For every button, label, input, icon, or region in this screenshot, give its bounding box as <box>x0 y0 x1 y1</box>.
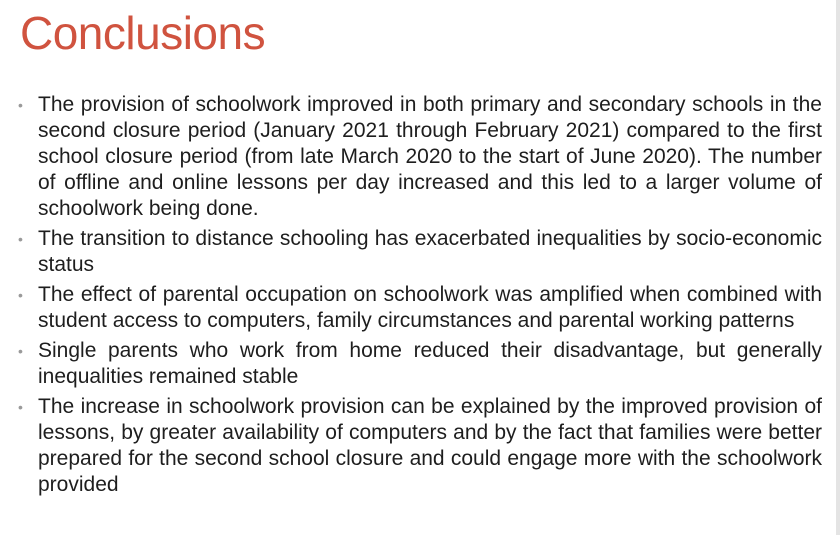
bullet-text: The effect of parental occupation on schoolwork was amplified when combined with student access to computers, family circumstances and parental working patterns <box>38 283 822 332</box>
bullet-text: Single parents who work from home reduced their disadvantage, but generally inequalities remained stable <box>38 339 822 388</box>
bullet-item <box>18 338 822 390</box>
bullet-icon: • <box>18 399 23 415</box>
bullet-text: The increase in schoolwork provision can be explained by the improved provision of lessons, by greater availability of computers and by the fact that families were better prepared for the second school closure and could engage more with the schoolwork provided <box>38 395 822 496</box>
bullet-icon: • <box>18 287 23 303</box>
bullet-item <box>18 226 822 278</box>
bullet-item <box>18 92 822 222</box>
slide-title: Conclusions <box>20 7 266 59</box>
bullet-icon: • <box>18 231 23 247</box>
bullet-text: The transition to distance schooling has exacerbated inequalities by socio-economic status <box>38 227 822 276</box>
bullet-icon: • <box>18 97 23 113</box>
bullet-text: The provision of schoolwork improved in both primary and secondary schools in the second closure period (January 2021 through February 2021) compared to the first school closure period (from late March 2020 to the start of June 2020). The number of offline and online lessons per day increased and this led to a larger volume of schoolwork being done. <box>38 93 822 220</box>
slide-edge-divider <box>836 0 840 535</box>
bullet-icon: • <box>18 343 23 359</box>
bullet-item <box>18 394 822 498</box>
bullet-item <box>18 282 822 334</box>
bullet-list <box>18 92 822 502</box>
